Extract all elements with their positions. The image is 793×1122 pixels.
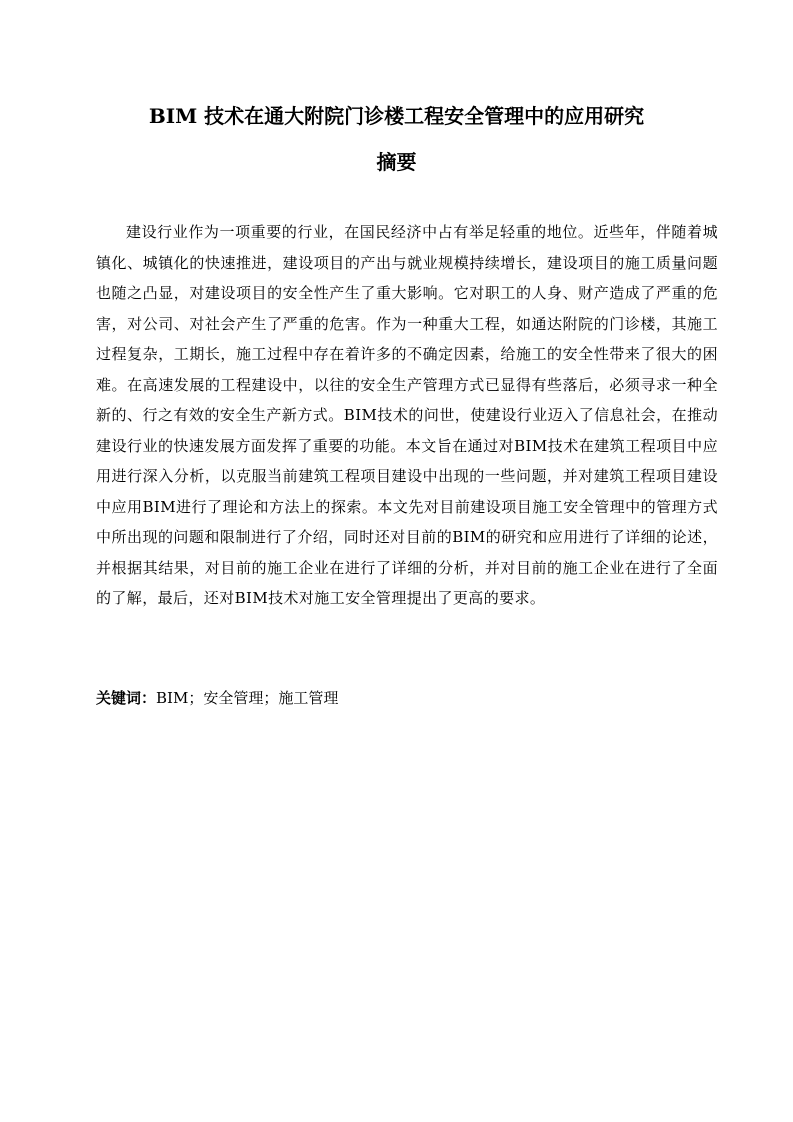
abstract-heading: 摘要 — [376, 150, 417, 174]
keywords-label: 关键词： — [96, 689, 157, 707]
paper-title: BIM 技术在通大附院门诊楼工程安全管理中的应用研究 — [148, 104, 645, 128]
abstract-body: 建设行业作为一项重要的行业，在国民经济中占有举足轻重的地位。近些年，伴随着城镇化、城镇化的快速推进，建设项目的产出与就业规模持续增长，建设项目的施工质量问题也随之凸显，对建设项目的安全性产生了重大影响。它对职工的人身、财产造成了严重的危害，对公司、对社会产生了严重的危害。作为一种重大工程，如通达附院的门诊楼，其施工过程复杂，工期长，施工过程中存在着许多的不确定因素，给施工的安全性带来了很大的困难。在高速发展的工程建设中，以往的安全生产管理方式已显得有些落后，必须寻求一种全新的、行之有效的安全生产新方式。BIM技术的问世，使建设行业迈入了信息社会，在推动建设行业的快速发展方面发挥了重要的功能。本文旨在通过对BIM技术在建筑工程项目中应用进行深入分析，以克服当前建筑工程项目建设中出现的一些问题，并对建筑工程项目建设中应用BIM进行了理论和方法上的探索。本文先对目前建设项目施工安全管理中的管理方式中所出现的问题和限制进行了介绍，同时还对目前的BIM的研究和应用进行了详细的论述，并根据其结果，对目前的施工企业在进行了详细的分析，并对目前的施工企业在进行了全面的了解，最后，还对BIM技术对施工安全管理提出了更高的要求。 — [96, 223, 718, 607]
keywords-value: BIM；安全管理；施工管理 — [156, 689, 339, 707]
keywords-line — [96, 684, 718, 712]
